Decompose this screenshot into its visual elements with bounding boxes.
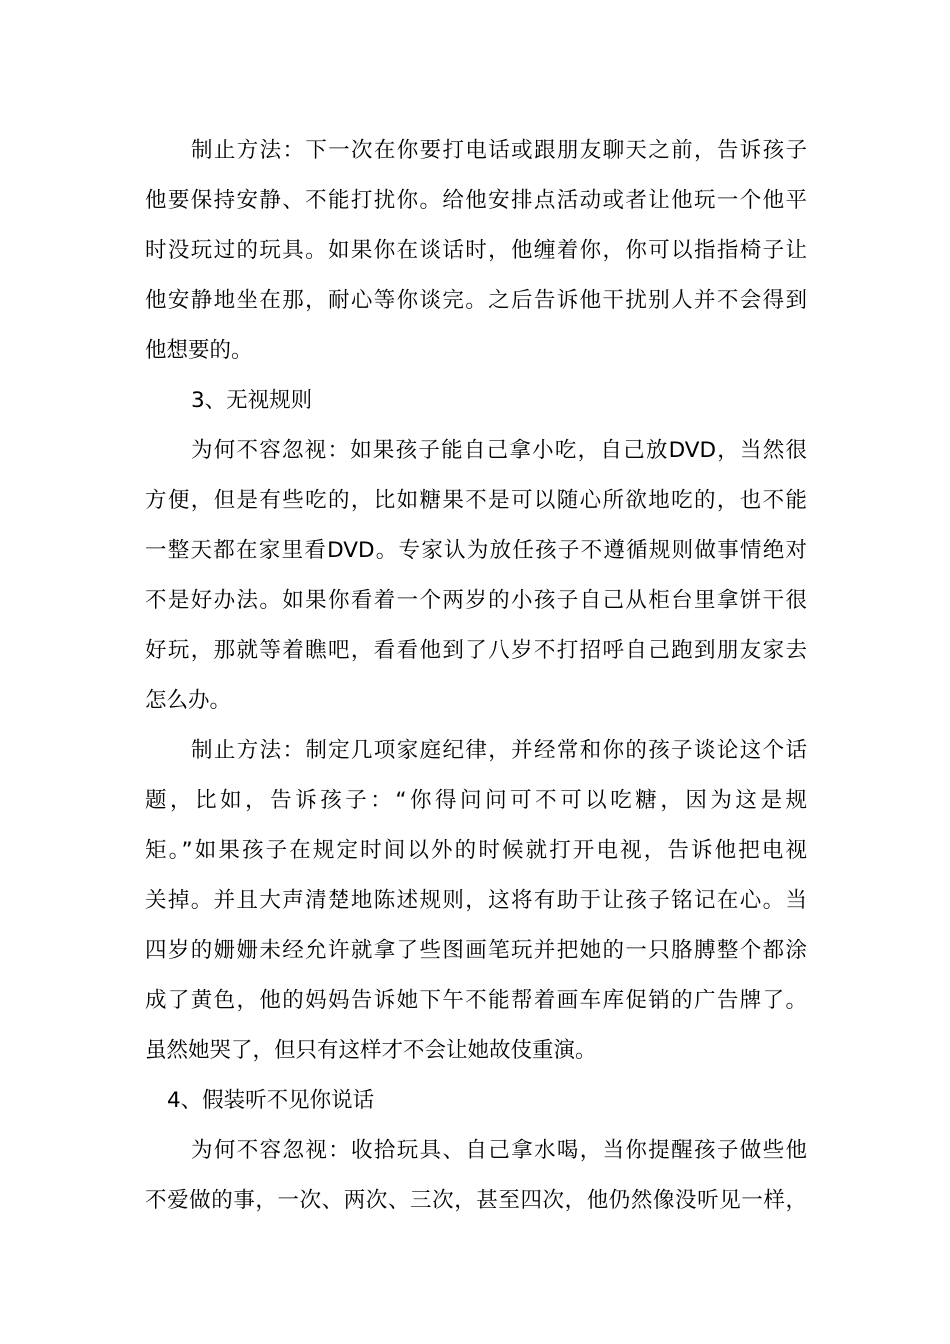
section-heading: 4、假装听不见你说话 — [167, 1088, 375, 1113]
paragraph-line: 成了黄色，他的妈妈告诉她下午不能帮着画车库促销的广告牌了。 — [145, 988, 807, 1013]
paragraph-line: 矩。”如果孩子在规定时间以外的时候就打开电视，告诉他把电视 — [145, 838, 807, 863]
paragraph-line: 制止方法：下一次在你要打电话或跟朋友聊天之前，告诉孩子 — [191, 138, 807, 163]
paragraph-line: 为何不容忽视：如果孩子能自己拿小吃，自己放DVD，当然很 — [191, 438, 807, 463]
paragraph-line: 关掉。并且大声清楚地陈述规则，这将有助于让孩子铭记在心。当 — [145, 888, 807, 913]
paragraph-line: 他要保持安静、不能打扰你。给他安排点活动或者让他玩一个他平 — [145, 188, 807, 213]
paragraph-line: 题，比如，告诉孩子：“你得问问可不可以吃糖，因为这是规 — [145, 788, 807, 813]
paragraph-line: 一整天都在家里看DVD。专家认为放任孩子不遵循规则做事情绝对 — [145, 538, 807, 563]
paragraph-line: 四岁的姗姗未经允许就拿了些图画笔玩并把她的一只胳膊整个都涂 — [145, 938, 807, 963]
paragraph-line: 怎么办。 — [145, 688, 232, 713]
paragraph-line: 制止方法：制定几项家庭纪律，并经常和你的孩子谈论这个话 — [191, 738, 807, 763]
paragraph-line: 虽然她哭了，但只有这样才不会让她故伎重演。 — [145, 1038, 597, 1063]
paragraph-line: 方便，但是有些吃的，比如糖果不是可以随心所欲地吃的，也不能 — [145, 488, 807, 513]
paragraph-line: 时没玩过的玩具。如果你在谈话时，他缠着你，你可以指指椅子让 — [145, 238, 807, 263]
paragraph-line: 他安静地坐在那，耐心等你谈完。之后告诉他干扰别人并不会得到 — [145, 288, 807, 313]
section-heading: 3、无视规则 — [191, 388, 313, 413]
paragraph-line: 他想要的。 — [145, 338, 253, 363]
paragraph-line: 好玩，那就等着瞧吧，看看他到了八岁不打招呼自己跑到朋友家去 — [145, 638, 807, 663]
paragraph-line: 不爱做的事，一次、两次、三次，甚至四次，他仍然像没听见一样， — [145, 1188, 807, 1213]
document-body — [145, 126, 807, 1226]
paragraph-line: 不是好办法。如果你看着一个两岁的小孩子自己从柜台里拿饼干很 — [145, 588, 807, 613]
paragraph-line: 为何不容忽视：收拾玩具、自己拿水喝，当你提醒孩子做些他 — [191, 1138, 807, 1163]
